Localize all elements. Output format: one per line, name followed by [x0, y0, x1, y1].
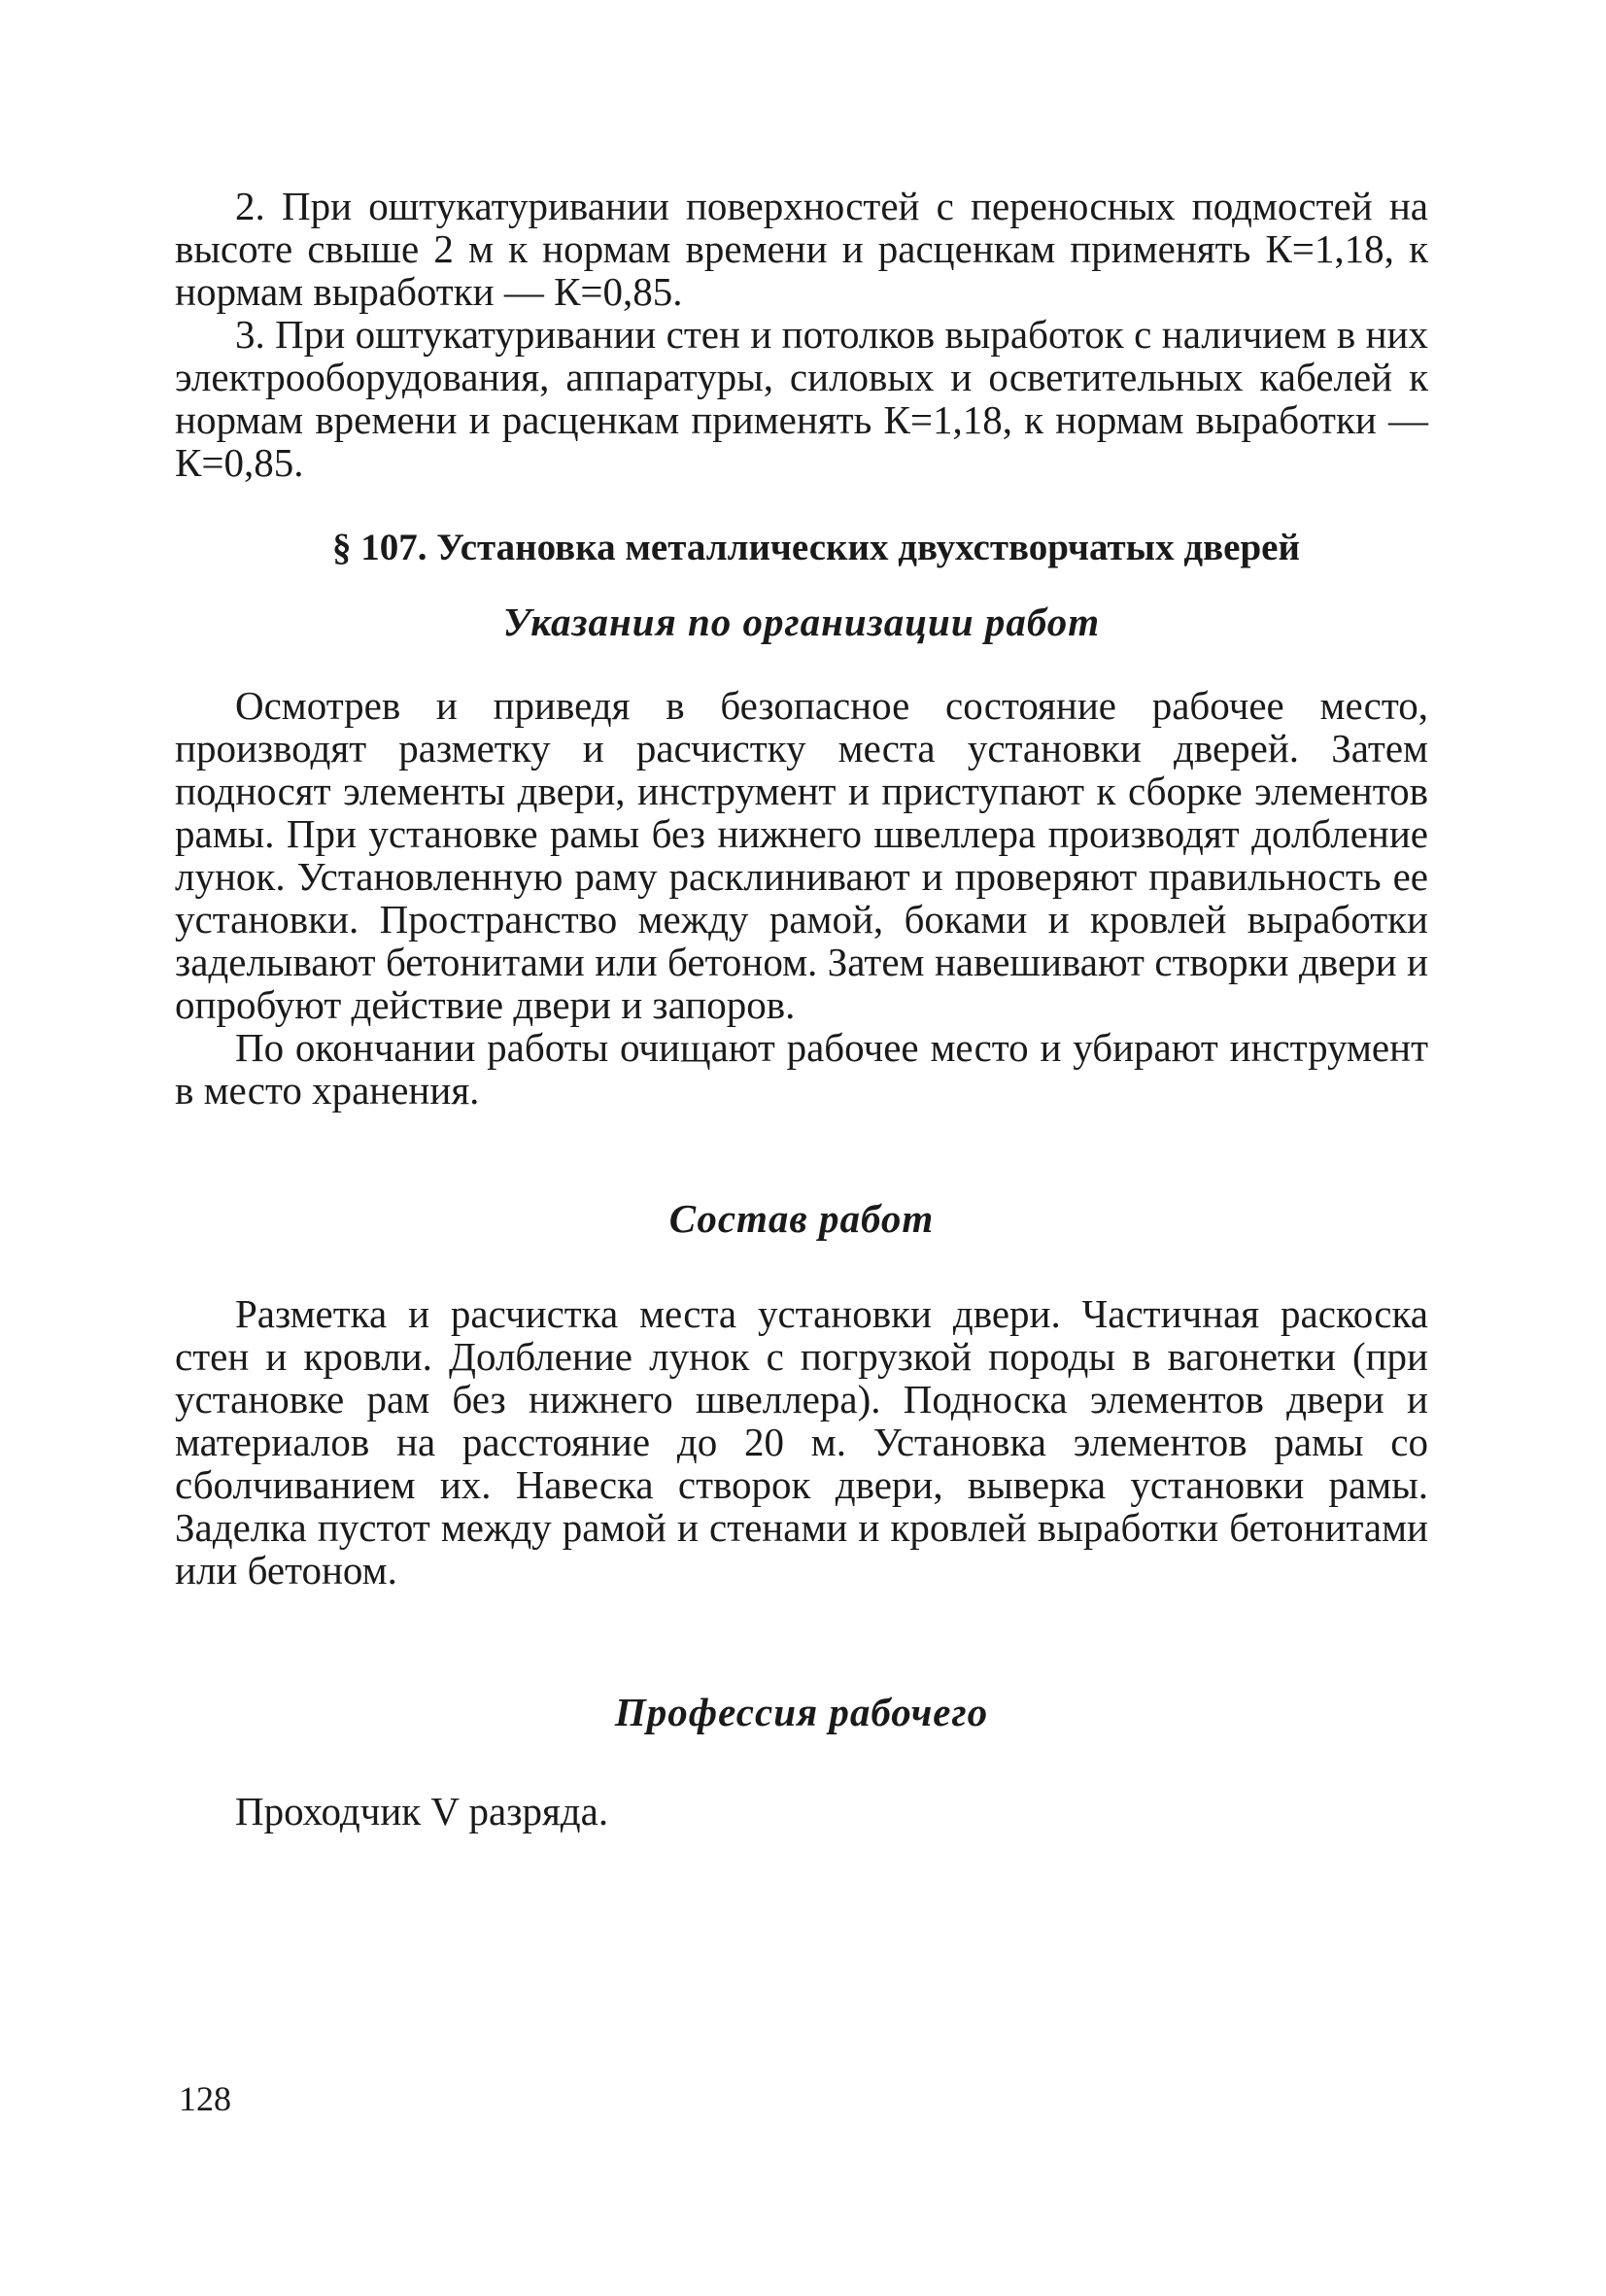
profession-title: Профессия рабочего — [614, 1690, 989, 1734]
section-heading: § 107. Установка металлических двухстворчатых дверей — [332, 527, 1300, 568]
composition-paragraph: Разметка и расчистка места установки двери. Частичная раскоска стен и кровли. Долбление лунок с погрузкой породы в вагонетки (при установке рам без нижнего швеллера). Подноска элементов двери и материалов на расстояние до 20 м. Установка элементов рамы со сболчиванием их. Навеска створок двери, выверка установки рамы. Заделка пустот между рамой и стенами и кровлей выработки бетонитами или бетоном. — [175, 1291, 1428, 1593]
page-number: 128 — [179, 2079, 231, 2118]
profession-paragraph: Проходчик V разряда. — [235, 1789, 609, 1833]
note-3: 3. При оштукатуривании стен и потолков выработок с наличием в них электрооборудования, аппаратуры, силовых и осветительных кабелей к нормам времени и расценкам применять К=1,18, к нормам выработки — К=0,85. — [175, 312, 1428, 485]
notes-block — [175, 185, 1428, 484]
instructions-paragraph-1: Осмотрев и приведя в безопасное состояние рабочее место, производят разметку и расчистку места установки дверей. Затем подносят элементы двери, инструмент и приступают к сборке элементов рамы. При установке рамы без нижнего швеллера производят долбление лунок. Установленную раму расклинивают и проверяют правильность ее установки. Пространство между рамой, боками и кровлей выработки заделывают бетонитами или бетоном. Затем навешивают створки двери и опробуют действие двери и запоров. — [175, 683, 1428, 1027]
instructions-paragraph-2: По окончании работы очищают рабочее место и убирают инструмент в место хранения. — [175, 1025, 1428, 1113]
instructions-block — [175, 684, 1428, 1112]
instructions-title: Указания по организации работ — [502, 600, 1101, 644]
note-2: 2. При оштукатуривании поверхностей с переносных подмостей на высоте свыше 2 м к нормам времени и расценкам применять К=1,18, к нормам выработки — К=0,85. — [175, 184, 1428, 314]
composition-title: Состав работ — [668, 1196, 935, 1241]
page-body — [175, 185, 1428, 1833]
